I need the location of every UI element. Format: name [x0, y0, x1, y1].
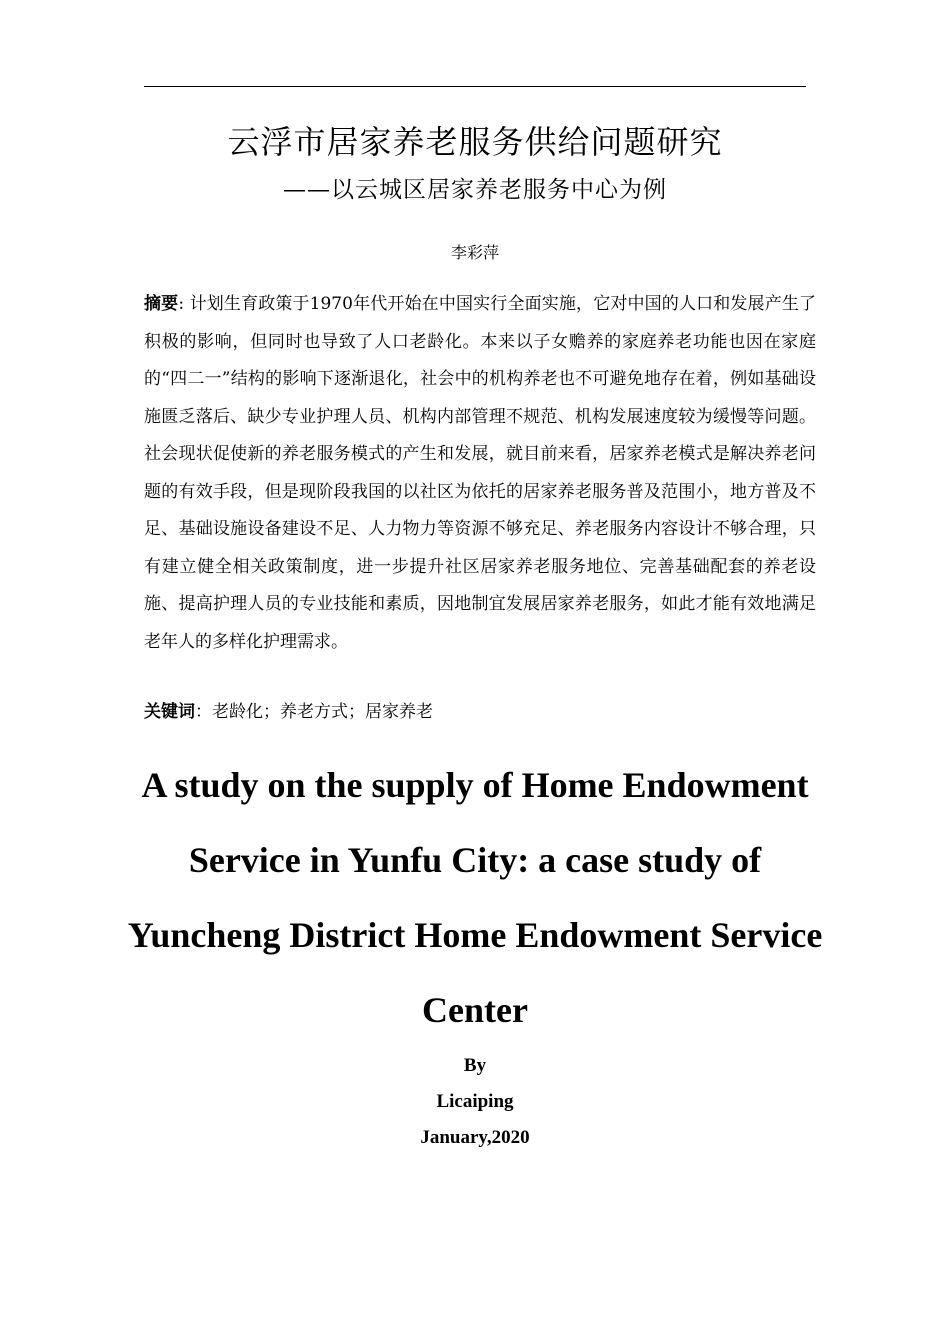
english-by: By — [463, 1055, 487, 1076]
english-date: January,2020 — [420, 1127, 530, 1148]
abstract-paragraph — [144, 286, 816, 661]
header-rule — [144, 86, 806, 87]
abstract-label: 摘要 — [144, 294, 179, 314]
abstract-text: 计划生育政策于1970年代开始在中国实行全面实施，它对中国的人口和发展产生了积极的影响，但同时也导致了人口老龄化。本来以子女赡养的家庭养老功能也因在家庭的“四二一”结构的影响下逐渐退化，社会中的机构养老也不可避免地存在着，例如基础设施匮乏落后、缺少专业护理人员、机构内部管理不规范、机构发展速度较为缓慢等问题。社会现状促使新的养老服务模式的产生和发展，就目前来看，居家养老模式是解决养老问题的有效手段，但是现阶段我国的以社区为依托的居家养老服务普及范围小，地方普及不足、基础设施设备建设不足、人力物力等资源不够充足、养老服务内容设计不够合理，只有建立健全相关政策制度，进一步提升社区居家养老服务地位、完善基础配套的养老设施、提高护理人员的专业技能和素质，因地制宜发展居家养老服务，如此才能有效地满足老年人的多样化护理需求。 — [144, 294, 817, 652]
chinese-title: 云浮市居家养老服务供给问题研究 — [227, 123, 723, 161]
abstract-separator: : — [178, 294, 190, 314]
keywords-label: 关键词 — [144, 702, 195, 722]
keywords-line — [144, 694, 816, 732]
chinese-author: 李彩萍 — [450, 243, 499, 262]
chinese-subtitle: ——以云城区居家养老服务中心为例 — [283, 177, 667, 203]
keywords-text: 老龄化；养老方式；居家养老 — [212, 702, 433, 722]
keywords-separator: ： — [195, 702, 212, 722]
english-title: A study on the supply of Home Endowment Service in Yunfu City: a case study of Yuncheng District Home Endowment Service Center — [127, 765, 823, 1030]
english-author: Licaiping — [436, 1091, 514, 1112]
